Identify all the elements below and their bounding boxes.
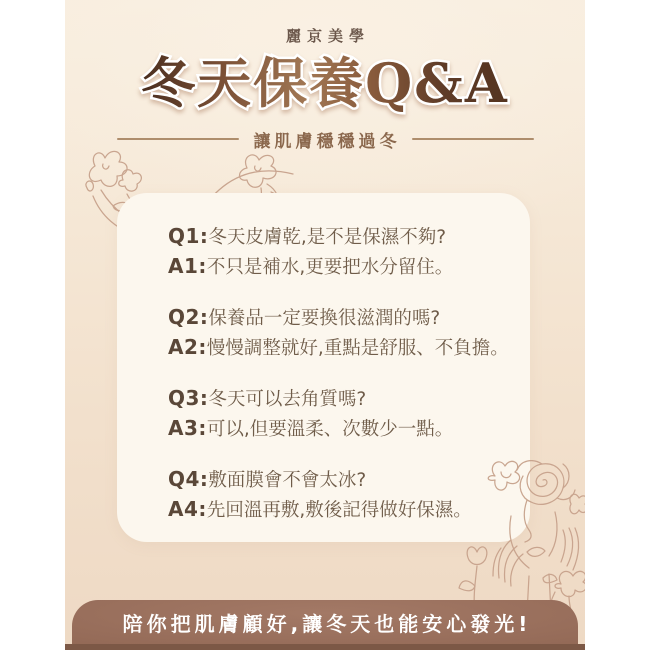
- question-text: 冬天皮膚乾,是不是保濕不夠?: [208, 227, 447, 248]
- question-line: [168, 222, 581, 252]
- question-label: Q3:: [168, 386, 209, 410]
- divider-line-left: [117, 138, 239, 140]
- subtitle-row: [65, 128, 585, 150]
- answer-line: [168, 252, 581, 282]
- divider-line-right: [412, 138, 534, 140]
- title-artwork: [65, 46, 585, 120]
- question-text: 敷面膜會不會太冰?: [208, 470, 367, 491]
- question-label: Q1:: [168, 224, 209, 248]
- answer-label: A3:: [168, 416, 207, 440]
- question-label: Q4:: [168, 467, 209, 491]
- answer-line: [168, 414, 581, 444]
- answer-text: 可以,但要溫柔、次數少一點。: [206, 419, 454, 440]
- answer-line: [168, 495, 581, 525]
- answer-text: 先回溫再敷,敷後記得做好保濕。: [206, 500, 472, 521]
- answer-line: [168, 333, 581, 363]
- footer-banner: [72, 600, 578, 644]
- banner-text: 陪你把肌膚顧好,讓冬天也能安心發光!: [122, 611, 532, 636]
- subtitle: 讓肌膚穩穩過冬: [253, 131, 401, 152]
- answer-text: 慢慢調整就好,重點是舒服、不負擔。: [206, 338, 509, 359]
- page-title: 冬天保養Q&A: [141, 51, 509, 115]
- question-line: [168, 465, 581, 495]
- question-line: [168, 303, 581, 333]
- poster: [65, 0, 585, 650]
- banner-base-strip: [65, 644, 585, 650]
- answer-label: A4:: [168, 497, 207, 521]
- question-text: 冬天可以去角質嗎?: [208, 389, 367, 410]
- qa-block-4: [168, 465, 581, 525]
- qa-block-2: [168, 303, 581, 363]
- brand-name: 麗京美學: [285, 27, 370, 45]
- qa-list: [117, 193, 585, 546]
- answer-text: 不只是補水,更要把水分留住。: [206, 257, 454, 278]
- question-label: Q2:: [168, 305, 209, 329]
- question-line: [168, 384, 581, 414]
- question-text: 保養品一定要換很滋潤的嗎?: [208, 308, 441, 329]
- answer-label: A2:: [168, 335, 207, 359]
- answer-label: A1:: [168, 254, 207, 278]
- qa-block-1: [168, 222, 581, 282]
- qa-block-3: [168, 384, 581, 444]
